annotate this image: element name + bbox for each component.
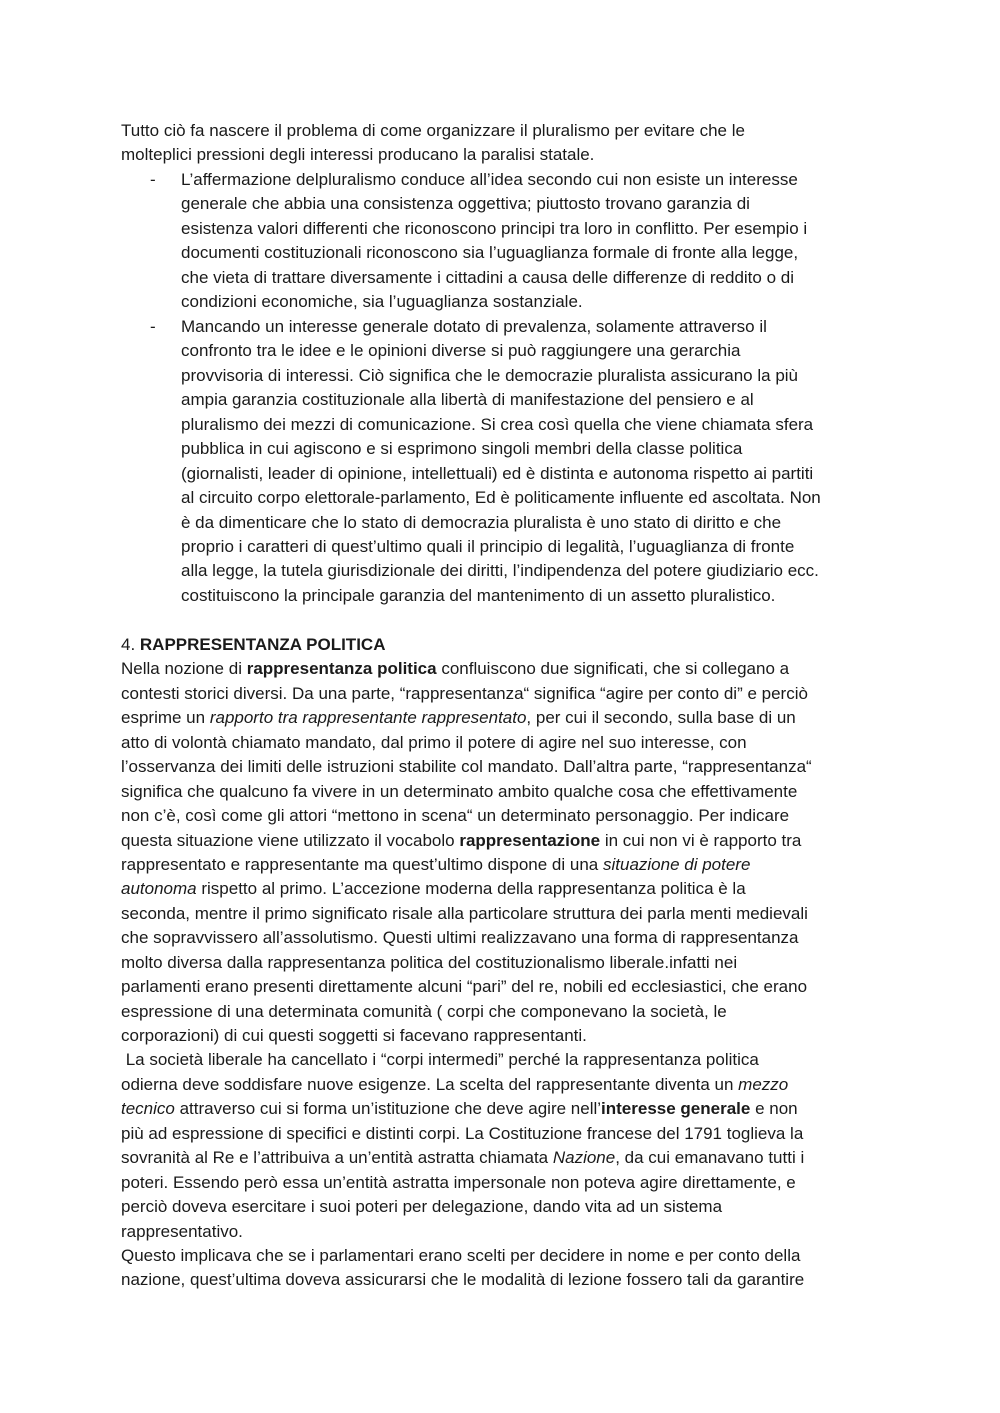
text-line: poteri. Essendo però essa un’entità astratta impersonale non poteva agire direttamente, e	[121, 1172, 796, 1192]
text-line: documenti costituzionali riconoscono sia l’uguaglianza formale di fronte alla legge,	[181, 243, 799, 263]
text-line: Questo implicava che se i parlamentari erano scelti per decidere in nome e per conto della	[121, 1245, 801, 1265]
text-line: esistenza valori differenti che riconoscono principi tra loro in conflitto. Per esempio i	[181, 218, 808, 238]
bullet-marker: -	[150, 317, 156, 336]
text-run: esprime un	[121, 708, 210, 728]
text-line: parlamenti erano presenti direttamente alcuni “pari” del re, nobili ed ecclesiastici, che erano	[121, 977, 808, 997]
text-line: alla legge, la tutela giurisdizionale dei diritti, l’indipendenza del potere giudiziario ecc.	[181, 561, 819, 581]
text-run: , per cui il secondo, sulla base di un	[526, 708, 796, 728]
text-line: nazione, quest’ultima doveva assicurarsi che le modalità di lezione fossero tali da garantire	[121, 1270, 805, 1290]
text-run: rappresentato e rappresentante ma quest’ultimo dispone di una	[121, 854, 603, 874]
italic-term: Nazione	[552, 1148, 616, 1168]
text-line: ampia garanzia costituzionale alla libertà di manifestazione del pensiero e al	[181, 390, 754, 410]
text-line: Mancando un interesse generale dotato di prevalenza, solamente attraverso il	[181, 317, 767, 336]
text-line: è da dimenticare che lo stato di democrazia pluralista è uno stato di diritto e che	[181, 512, 782, 532]
text-line: provvisoria di interessi. Ciò significa che le democrazie pluralista assicurano la più	[181, 365, 799, 385]
text-line: significa che qualcuno fa vivere in un determinato ambito qualche cosa che effettivamente	[121, 781, 798, 801]
text-line: atto di volontà chiamato mandato, dal primo il potere di agire nel suo interesse, con	[121, 732, 747, 752]
text-line: più ad espressione di specifici e distinti corpi. La Costituzione francese del 1791 toglieva la	[121, 1123, 804, 1143]
bold-term: interesse generale	[601, 1099, 751, 1119]
text-run: sovranità al Re e l’attribuiva a un’entità astratta chiamata	[121, 1148, 553, 1168]
text-line: corporazioni) di cui questi soggetti si facevano rappresentanti.	[121, 1026, 587, 1045]
italic-term: autonoma	[121, 879, 197, 899]
text-line: espressione di una determinata comunità ( corpi che componevano la società, le	[121, 1001, 727, 1021]
bullet-marker: -	[150, 170, 156, 189]
text-line: l’osservanza dei limiti delle istruzioni stabilite col mandato. Dall’altra parte, “rappresentanza“	[121, 757, 812, 777]
italic-term: situazione di potere	[602, 854, 751, 874]
text-line	[121, 1097, 881, 1121]
text-line	[121, 1146, 881, 1170]
text-line: che sopravvissero all’assolutismo. Questi ultimi realizzavano una forma di rappresentanza	[121, 928, 799, 948]
text-line: non c’è, così come gli attori “mettono in scena“ un determinato personaggio. Per indicare	[121, 806, 790, 826]
text-line: perciò doveva esercitare i suoi poteri per delegazione, dando vita ad un sistema	[121, 1197, 723, 1217]
text-line	[121, 853, 881, 877]
text-line: rappresentativo.	[121, 1221, 243, 1241]
section-number: 4.	[121, 635, 140, 654]
bold-term: rappresentanza politica	[246, 659, 437, 679]
section-title: RAPPRESENTANZA POLITICA	[139, 635, 386, 654]
text-line: pubblica in cui agiscono e si esprimono singoli membri della classe politica	[181, 439, 743, 459]
text-run: questa situazione viene utilizzato il vocabolo	[121, 830, 460, 850]
text-line: L’affermazione delpluralismo conduce all’idea secondo cui non esiste un interesse	[181, 170, 798, 189]
text-run: confluiscono due significati, che si collegano a	[436, 659, 790, 679]
text-line: pluralismo dei mezzi di comunicazione. Si crea così quella che viene chiamata sfera	[181, 414, 814, 434]
text-line	[121, 657, 881, 681]
text-line	[121, 1073, 881, 1097]
italic-term: mezzo	[738, 1074, 789, 1094]
section-body	[121, 633, 881, 1293]
text-line: generale che abbia una consistenza oggettiva; piuttosto trovano garanzia di	[181, 194, 750, 214]
section-heading	[121, 633, 881, 657]
bold-term: rappresentazione	[459, 830, 601, 850]
text-line	[121, 706, 881, 730]
text-line: La società liberale ha cancellato i “corpi intermedi” perché la rappresentanza politica	[121, 1050, 759, 1070]
text-line: molteplici pressioni degli interessi producano la paralisi statale.	[121, 145, 595, 165]
text-line: Tutto ciò fa nascere il problema di come organizzare il pluralismo per evitare che le	[121, 121, 745, 140]
text-line: (giornalisti, leader di opinione, intellettuali) ed è distinta e autonoma rispetto ai partiti	[181, 463, 814, 483]
italic-term: rapporto tra rappresentante rappresentato	[209, 708, 527, 728]
text-line	[121, 877, 881, 901]
text-run: e non	[750, 1099, 798, 1119]
text-line	[121, 829, 881, 853]
text-line: che vieta di trattare diversamente i cittadini a causa delle differenze di reddito o di	[181, 267, 794, 287]
text-line: costituiscono la principale garanzia del mantenimento di un assetto pluralistico.	[181, 585, 776, 605]
text-run: Nella nozione di	[121, 659, 247, 679]
text-line: confronto tra le idee e le opinioni diverse si può raggiungere una gerarchia	[181, 341, 741, 361]
text-line: al circuito corpo elettorale-parlamento, Ed è politicamente influente ed ascoltata. Non	[181, 488, 821, 508]
text-line: seconda, mentre il primo significato risale alla particolare struttura dei parla menti medievali	[121, 903, 808, 923]
text-run: rispetto al primo. L’accezione moderna della rappresentanza politica è la	[196, 879, 746, 899]
text-line: proprio i caratteri di quest’ultimo quali il principio di legalità, l’uguaglianza di fronte	[181, 536, 795, 556]
intro-paragraph	[121, 119, 881, 168]
italic-term: tecnico	[121, 1099, 175, 1119]
bullet-item	[121, 315, 941, 608]
text-line: molto diversa dalla rappresentanza politica del costituzionalismo liberale.infatti nei	[121, 952, 738, 972]
text-run: , da cui emanavano tutti i	[615, 1148, 805, 1168]
text-run: attraverso cui si forma un’istituzione che deve agire nell’	[174, 1099, 602, 1119]
text-line: condizioni economiche, sia l’uguaglianza sostanziale.	[181, 292, 583, 312]
text-line: contesti storici diversi. Da una parte, “rappresentanza“ significa “agire per conto di” e perciò	[121, 683, 808, 703]
bullet-item	[121, 168, 941, 315]
text-run: in cui non vi è rapporto tra	[600, 830, 802, 850]
text-run: odierna deve soddisfare nuove esigenze. La scelta del rappresentante diventa un	[121, 1074, 739, 1094]
